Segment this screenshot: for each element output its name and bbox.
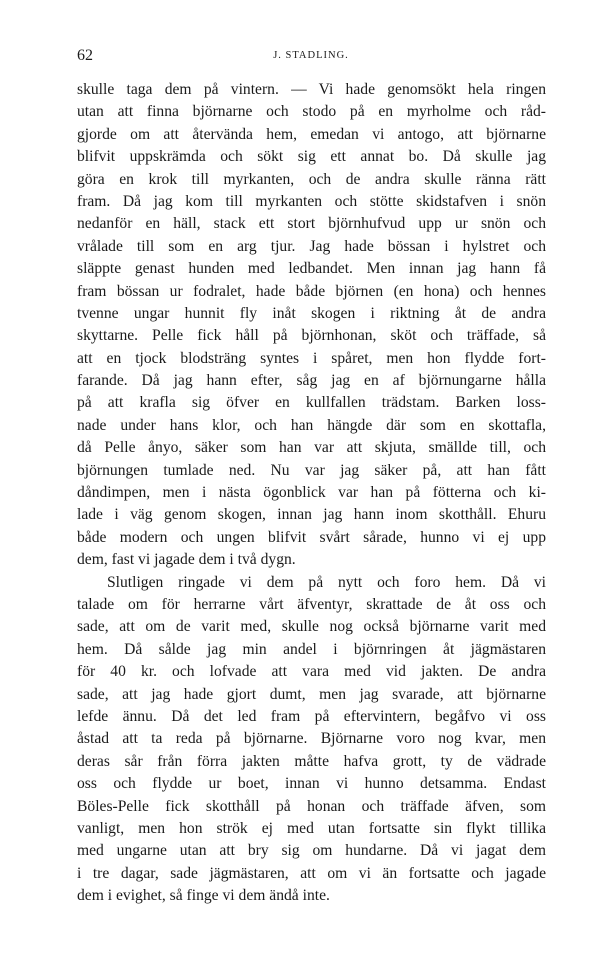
text-line: både modern och ungen blifvit svårt sårade, hunno vi ej upp <box>77 528 546 546</box>
text-line: blifvit uppskrämda och sökt sig ett annat bo. Då skulle jag <box>77 148 546 166</box>
text-line: släppte genast hunden med ledbandet. Men innan jag hann få <box>77 260 546 278</box>
text-line: Böles-Pelle fick skotthåll på honan och träffade äfven, som <box>77 797 546 815</box>
text-line: göra en krok till myrkanten, och de andra skulle ränna rätt <box>77 170 546 188</box>
text-line: tvenne ungar hunnit fly inåt skogen i riktning åt de andra <box>77 304 546 322</box>
text-line: fram bössan ur fodralet, hade både björnen (en hona) och hennes <box>77 282 546 300</box>
text-line: deras sår från förra jakten måtte hafva grott, ty de vädrade <box>77 752 546 770</box>
page-number: 62 <box>77 47 93 64</box>
text-line: för 40 kr. och lofvade att vara med vid jakten. De andra <box>77 663 546 681</box>
text-line: skulle taga dem på vintern. — Vi hade genomsökt hela ringen <box>77 81 546 98</box>
text-line: vrålade till som en arg tjur. Jag hade bössan i hylstret och <box>77 237 546 255</box>
text-line: åstad att ta reda på björnarne. Björnarne voro nog kvar, men <box>77 730 546 748</box>
text-line: på att krafla sig öfver en kullfallen trädstam. Barken loss- <box>77 394 546 412</box>
text-line: skyttarne. Pelle fick håll på björnhonan, sköt och träffade, så <box>77 327 546 345</box>
text-line: med ungarne utan att bry sig om hundarne. Då vi jagat dem <box>77 842 546 860</box>
text-line: nade under hans klor, och han hängde där som en skottafla, <box>77 416 546 434</box>
text-line: att en tjock blodsträng syntes i spåret, men hon flydde fort- <box>77 349 546 367</box>
page-header <box>77 47 545 69</box>
running-title: J. STADLING. <box>273 50 349 61</box>
text-line: hem. Då sålde jag min andel i björnringen åt jägmästaren <box>77 640 546 658</box>
text-line: Slutligen ringade vi dem på nytt och foro hem. Då vi <box>107 573 546 591</box>
text-line: utan att finna björnarne och stodo på en myrholme och råd- <box>77 103 546 121</box>
text-line: lade i väg genom skogen, innan jag hann inom skotthåll. Ehuru <box>77 506 546 524</box>
text-line: oss och flydde ur boet, innan vi hunno detsamma. Endast <box>77 775 546 793</box>
text-line: björnungen tumlade ned. Nu var jag säker på, att han fått <box>77 461 546 479</box>
text-line: gjorde om att återvända hem, emedan vi antogo, att björnarne <box>77 125 546 143</box>
text-line: sade, att jag hade gjort dumt, men jag svarade, att björnarne <box>77 685 546 703</box>
text-line: dåndimpen, men i nästa ögonblick var han på fötterna och ki- <box>77 484 546 502</box>
text-line: sade, att om de varit med, skulle nog också björnarne varit med <box>77 618 546 636</box>
text-line: dem, fast vi jagade dem i två dygn. <box>77 551 296 569</box>
text-line: då Pelle ånyo, säker som han var att skjuta, smällde till, och <box>77 439 546 457</box>
text-line: fram. Då jag kom till myrkanten och stötte skidstafven i snön <box>77 192 546 210</box>
text-line: farande. Då jag hann efter, såg jag en af björnungarne hålla <box>77 372 546 390</box>
text-line: lefde ännu. Då det led fram på eftervintern, begåfvo vi oss <box>77 707 546 725</box>
paragraph <box>77 79 546 572</box>
body-text <box>77 79 546 907</box>
paragraph <box>77 572 546 908</box>
text-line: vanligt, men hon strök ej med utan fortsatte sin flykt tillika <box>77 819 546 837</box>
text-line: talade om för herrarne vårt äfventyr, skrattade de åt oss och <box>77 595 546 613</box>
text-line: dem i evighet, så finge vi dem ändå inte. <box>77 887 330 905</box>
text-line: i tre dagar, sade jägmästaren, att om vi än fortsatte och jagade <box>77 864 546 882</box>
text-line: nedanför en häll, stack ett stort björnhufvud upp ur snön och <box>77 215 546 233</box>
